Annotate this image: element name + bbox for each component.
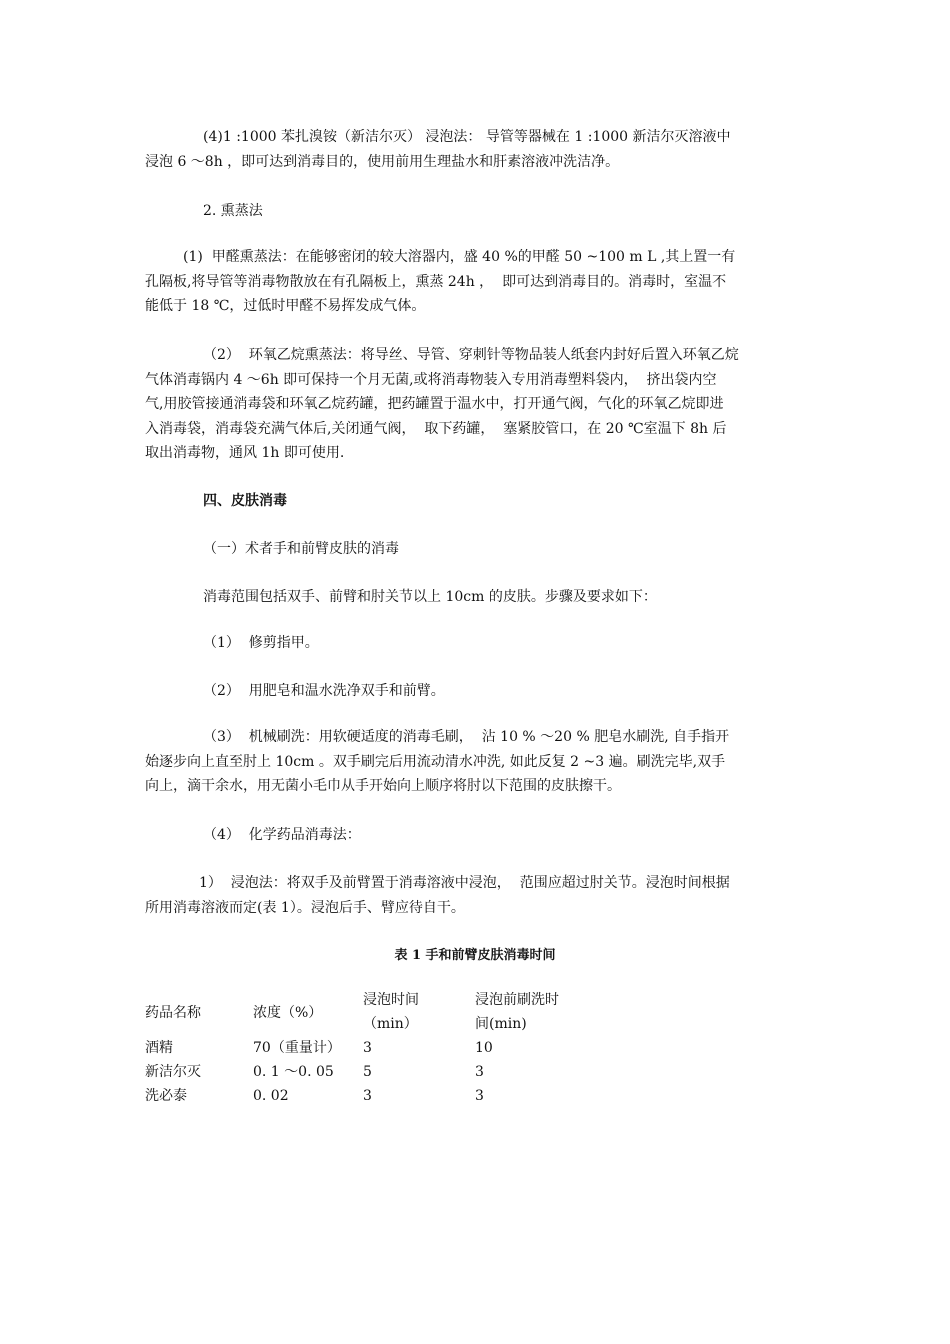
cell-soak-time: 3 — [363, 1040, 372, 1056]
table-row — [145, 1036, 605, 1060]
cell-soak-time: 5 — [363, 1064, 372, 1080]
header-line: 浸泡前刷洗时 — [475, 992, 559, 1008]
line: 四、皮肤消毒 — [203, 493, 287, 509]
cell-concentration: 70（重量计） — [253, 1040, 341, 1056]
header-scrub-time — [475, 988, 605, 1036]
cell-concentration: 0. 1 ～0. 05 — [253, 1064, 334, 1080]
header-soak-time — [363, 988, 475, 1036]
table-row — [145, 1060, 605, 1084]
paragraph-soaking — [145, 871, 805, 920]
line: （一）术者手和前臂皮肤的消毒 — [203, 541, 399, 557]
cell-scrub-time: 10 — [475, 1040, 493, 1056]
step-chemical — [145, 823, 805, 848]
line: （2） 用肥皂和温水洗净双手和前臂。 — [203, 683, 445, 699]
cell-soak-time: 3 — [363, 1088, 372, 1104]
header-line: （min） — [363, 1016, 418, 1032]
line: 始逐步向上直至肘上 10cm 。双手刷完后用流动清水冲洗, 如此反复 2 ~3 遍。刷洗完毕,双手 — [145, 753, 726, 770]
subsection-heading-hand-arm — [145, 537, 805, 562]
header-line: 浸泡时间 — [363, 992, 419, 1008]
cell-drug: 洗必泰 — [145, 1088, 187, 1104]
line: (4)1 :1000 苯扎溴铵（新洁尔灭） 浸泡法： 导管等器械在 1 :1000 新洁尔灭溶液中 — [203, 129, 731, 145]
paragraph-ethylene-oxide — [145, 343, 805, 466]
paragraph-benzalkonium — [145, 125, 805, 174]
header-line: 浓度（%） — [253, 1005, 323, 1021]
header-line: 药品名称 — [145, 1005, 201, 1021]
line: （1） 修剪指甲。 — [203, 635, 319, 651]
paragraph-formaldehyde — [145, 245, 805, 319]
cell-drug: 酒精 — [145, 1040, 173, 1056]
line: （4） 化学药品消毒法： — [203, 827, 361, 843]
line: 气体消毒锅内 4 ～6h 即可保持一个月无菌,或将消毒物装入专用消毒塑料袋内， 挤出袋内空 — [145, 371, 717, 388]
line: 向上，滴干余水，用无菌小毛巾从手开始向上顺序将肘以下范围的皮肤擦干。 — [145, 778, 621, 794]
step-wash — [145, 679, 805, 704]
step-mechanical-scrub — [145, 725, 805, 799]
section-heading-fumigation — [145, 199, 805, 224]
cell-drug: 新洁尔灭 — [145, 1064, 201, 1080]
line: 1） 浸泡法：将双手及前臂置于消毒溶液中浸泡， 范围应超过肘关节。浸泡时间根据 — [199, 875, 730, 891]
line: 孔隔板,将导管等消毒物散放在有孔隔板上，熏蒸 24h ， 即可达到消毒目的。消毒时，室温不 — [145, 273, 727, 290]
section-heading-skin-disinfection — [145, 489, 805, 514]
header-line: 间(min) — [475, 1016, 527, 1032]
cell-scrub-time: 3 — [475, 1064, 484, 1080]
header-concentration — [253, 988, 363, 1036]
paragraph-scope — [145, 585, 805, 610]
line: 取出消毒物，通风 1h 即可使用. — [145, 445, 345, 461]
header-drug-name — [145, 988, 253, 1036]
table-row — [145, 1084, 605, 1108]
line: (1) 甲醛熏蒸法：在能够密闭的较大溶器内，盛 40 %的甲醛 50 ~100 m L ,其上置一有 — [183, 249, 736, 265]
line: 2. 熏蒸法 — [203, 203, 263, 219]
table-header-row — [145, 988, 605, 1036]
line: 能低于 18 ℃，过低时甲醛不易挥发成气体。 — [145, 298, 426, 314]
line: 入消毒袋，消毒袋充满气体后,关闭通气阀， 取下药罐， 塞紧胶管口，在 20 ℃室温下 8h 后 — [145, 420, 727, 437]
line: 气,用胶管接通消毒袋和环氧乙烷药罐，把药罐置于温水中，打开通气阀，气化的环氧乙烷即进 — [145, 396, 724, 412]
line: 所用消毒溶液而定(表 1）。浸泡后手、臂应待自干。 — [145, 899, 465, 916]
line: 浸泡 6 ～8h ，即可达到消毒目的，使用前用生理盐水和肝素溶液冲洗洁净。 — [145, 153, 620, 170]
disinfection-time-table — [145, 988, 605, 1108]
line: 消毒范围包括双手、前臂和肘关节以上 10cm 的皮肤。步骤及要求如下： — [203, 589, 657, 605]
cell-concentration: 0. 02 — [253, 1088, 289, 1104]
step-trim-nails — [145, 631, 805, 656]
line: （3） 机械刷洗：用软硬适度的消毒毛刷， 沾 10 % ～20 % 肥皂水刷洗, 自手指开 — [203, 729, 730, 745]
line: （2） 环氧乙烷熏蒸法：将导丝、导管、穿刺针等物品装人纸套内封好后置入环氧乙烷 — [203, 347, 739, 363]
cell-scrub-time: 3 — [475, 1088, 484, 1104]
table-caption: 表 1 手和前臂皮肤消毒时间 — [394, 948, 556, 963]
